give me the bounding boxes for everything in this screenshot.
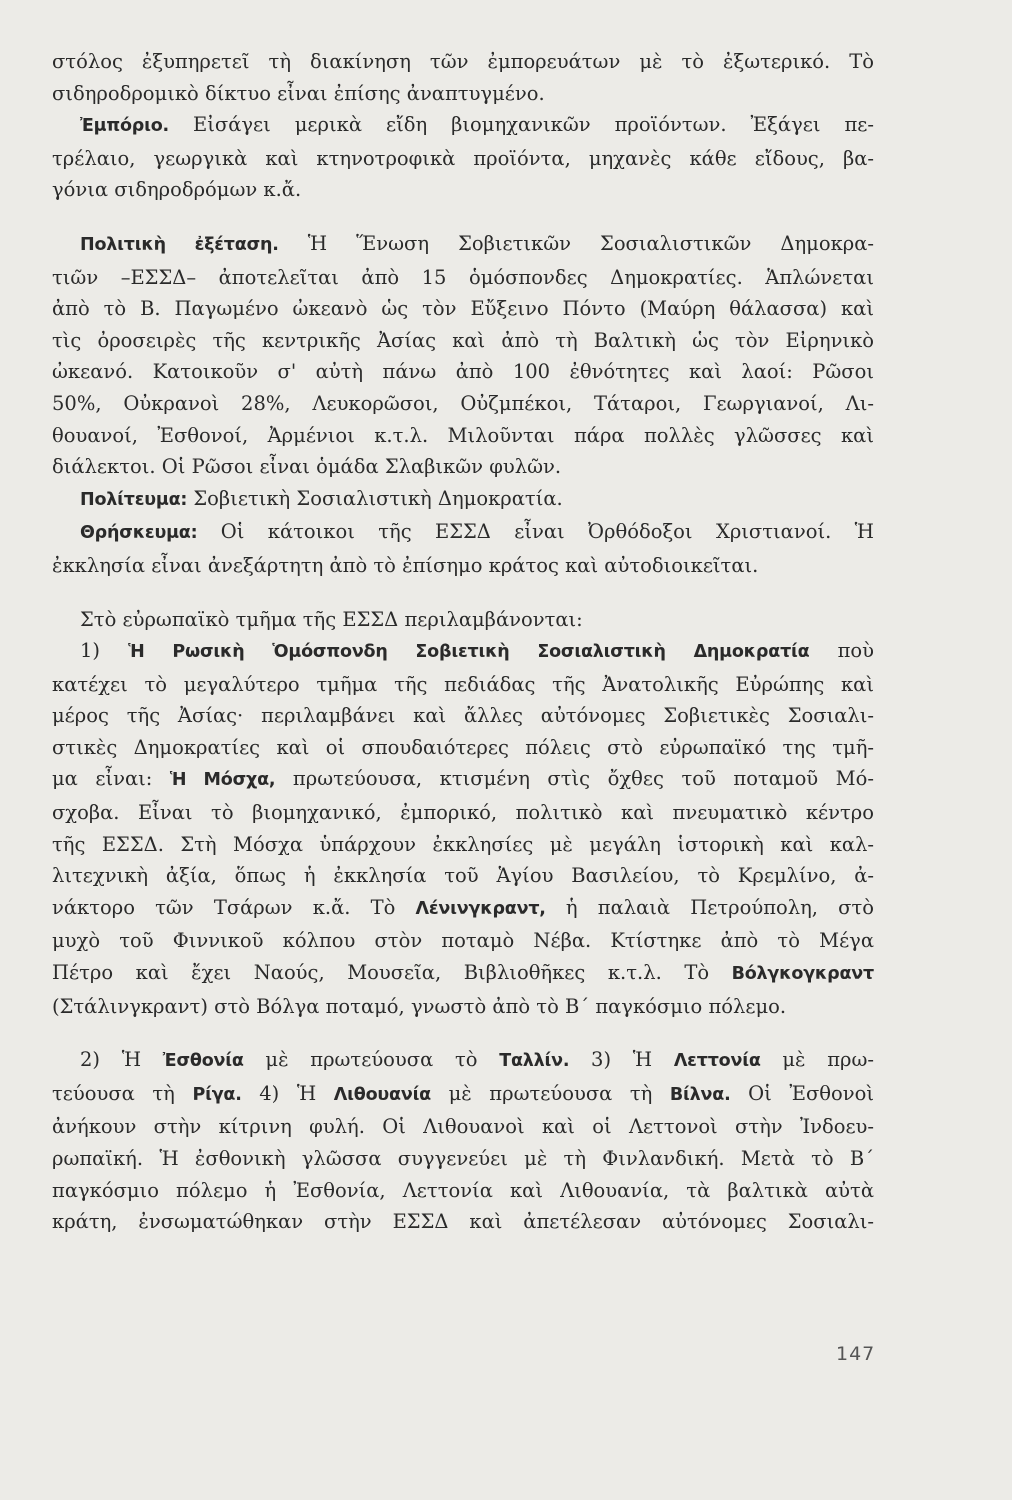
paragraph-religion (52, 516, 874, 581)
text-span: νάκτορο τῶν Τσάρων κ.ἄ. Τὸ (52, 895, 416, 919)
text-line (52, 483, 874, 517)
paragraph-political (52, 228, 874, 483)
bold-term-tallinn: Ταλλίν. (499, 1051, 570, 1072)
section-heading-religion: Θρήσκευμα: (80, 523, 198, 544)
text-line (52, 1078, 874, 1112)
text-span: 1) (80, 639, 129, 663)
text-span: μὲ πρωτεύουσα τὸ (243, 1048, 500, 1072)
text-line: παγκόσμιο πόλεμο ἡ Ἐσθονία, Λεττονία καὶ Λιθουανία, τὰ βαλτικὰ αὐτὰ (52, 1178, 874, 1202)
text-line: στικὲς Δημοκρατίες καὶ οἱ σπουδαιότερες πόλεις στὸ εὐρωπαϊκό της τμῆ- (52, 735, 874, 759)
text-line: λιτεχνικὴ ἀξία, ὅπως ἡ ἐκκλησία τοῦ Ἁγίου Βασιλείου, τὸ Κρεμλίνο, ἀ- (52, 864, 874, 888)
text-line: ὠκεανό. Κατοικοῦν σ' αὐτὴ πάνω ἀπὸ 100 ἐθνότητες καὶ λαοί: Ρῶσοι (52, 360, 874, 384)
text-span: Οἱ Ἐσθονοὶ (730, 1081, 874, 1105)
text-span: μὲ πρω- (760, 1048, 874, 1072)
text-line: 50%, Οὐκρανοὶ 28%, Λευκορῶσοι, Οὐζμπέκοι, Τάταροι, Γεωργιανοί, Λι- (52, 391, 874, 415)
text-line (52, 763, 874, 797)
text-line: τρέλαιο, γεωργικὰ καὶ κτηνοτροφικὰ προϊόντα, μηχανὲς κάθε εἴδους, βα- (52, 146, 874, 170)
text-span: ποὺ (809, 639, 874, 663)
text-line: Στὸ εὐρωπαϊκὸ τμῆμα τῆς ΕΣΣΔ περιλαμβάνονται: (80, 607, 583, 631)
bold-term-vilnius: Βίλνα. (669, 1084, 731, 1105)
bold-term-moscow: Ἡ Μόσχα, (169, 770, 276, 791)
text-line (52, 892, 874, 926)
paragraph-russian-sfsr (52, 635, 874, 1022)
section-heading-polity: Πολίτευμα: (80, 489, 188, 510)
text-line: στόλος ἐξυπηρετεῖ τὴ διακίνηση τῶν ἐμπορευάτων μὲ τὸ ἐξωτερικό. Τὸ (52, 50, 874, 73)
text-line (52, 516, 874, 550)
text-span: μὲ πρωτεύουσα τὴ (431, 1081, 670, 1105)
text-span: Πέτρο καὶ ἔχει Ναούς, Μουσεῖα, Βιβλιοθῆκες κ.τ.λ. Τὸ (52, 961, 732, 985)
text-line: ἐκκλησία εἶναι ἀνεξάρτητη ἀπὸ τὸ ἐπίσημο κράτος καὶ αὐτοδιοικεῖται. (52, 553, 759, 577)
text-line: μέρος τῆς Ἀσίας· περιλαμβάνει καὶ ἄλλες αὐτόνομες Σοβιετικὲς Σοσιαλι- (52, 704, 874, 728)
text-span: 2) Ἡ (80, 1048, 163, 1072)
text-line: ἀπὸ τὸ Β. Παγωμένο ὠκεανὸ ὡς τὸν Εὔξεινο Πόντο (Μαύρη θάλασσα) καὶ (52, 297, 874, 321)
section-heading-political: Πολιτικὴ ἐξέταση. (80, 234, 279, 255)
text-span: τεύουσα τὴ (52, 1081, 193, 1105)
text-line: τὶς ὀροσειρὲς τῆς κεντρικῆς Ἀσίας καὶ ἀπὸ τὴ Βαλτικὴ ὡς τὸν Εἰρηνικὸ (52, 328, 874, 352)
text-span: ἡ παλαιὰ Πετρούπολη, στὸ (545, 895, 874, 919)
text-line: σιδηροδρομικὸ δίκτυο εἶναι ἐπίσης ἀναπτυγμένο. (52, 81, 545, 105)
bold-term-lithuania: Λιθουανία (333, 1084, 432, 1105)
text-line: ρωπαϊκή. Ἡ ἐσθονικὴ γλῶσσα συγγενεύει μὲ τὴ Φινλανδική. Μετὰ τὸ Β΄ (52, 1147, 874, 1170)
text-line (52, 957, 874, 991)
bold-term-riga: Ρίγα. (192, 1084, 242, 1105)
paragraph-transport (52, 46, 874, 109)
text-span: Ἡ Ἕνωση Σοβιετικῶν Σοσιαλιστικῶν Δημοκρα- (278, 231, 874, 255)
text-span: Εἰσάγει μερικὰ εἴδη βιομηχανικῶν προϊόντων. Ἐξάγει πε- (169, 113, 874, 137)
text-line (52, 1044, 874, 1078)
text-line: ἀνήκουν στὴν κίτρινη φυλή. Οἱ Λιθουανοὶ καὶ οἱ Λεττονοὶ στὴν Ἰνδοευ- (52, 1115, 874, 1139)
bold-term-leningrad: Λένινγκραντ, (415, 898, 546, 919)
bold-term-rsfsr: Ἡ Ρωσικὴ Ὁμόσπονδη Σοβιετικὴ Σοσιαλιστικὴ Δημοκρατία (128, 642, 810, 663)
bold-term-latvia: Λεττονία (673, 1051, 761, 1072)
paragraph-trade (52, 109, 874, 206)
text-line: σχοβα. Εἶναι τὸ βιομηχανικό, ἐμπορικό, πολιτικὸ καὶ πνευματικὸ κέντρο (52, 801, 874, 825)
paragraph-polity (52, 483, 874, 517)
text-line: διάλεκτοι. Οἱ Ρῶσοι εἶναι ὁμάδα Σλαβικῶν φυλῶν. (52, 455, 562, 479)
text-line: μυχὸ τοῦ Φιννικοῦ κόλπου στὸν ποταμὸ Νέβα. Κτίστηκε ἀπὸ τὸ Μέγα (52, 929, 874, 953)
text-span: πρωτεύουσα, κτισμένη στὶς ὄχθες τοῦ ποταμοῦ Μό- (275, 767, 874, 791)
text-span: Οἱ κάτοικοι τῆς ΕΣΣΔ εἶναι Ὀρθόδοξοι Χριστιανοί. Ἡ (197, 520, 874, 544)
page-body (52, 46, 874, 1238)
page-number: 147 (836, 1343, 876, 1365)
text-line: γόνια σιδηροδρόμων κ.ἄ. (52, 178, 302, 202)
text-line: θουανοί, Ἐσθονοί, Ἀρμένιοι κ.τ.λ. Μιλοῦνται πάρα πολλὲς γλῶσσες καὶ (52, 423, 874, 447)
text-line: τῆς ΕΣΣΔ. Στὴ Μόσχα ὑπάρχουν ἐκκλησίες μὲ μεγάλη ἱστορικὴ καὶ καλ- (52, 832, 874, 856)
text-line (52, 109, 874, 143)
text-line (52, 635, 874, 669)
bold-term-estonia: Ἐσθονία (162, 1051, 244, 1072)
text-span: μα εἶναι: (52, 767, 170, 791)
text-line: (Στάλινγκραντ) στὸ Βόλγα ποταμό, γνωστὸ ἀπὸ τὸ Β΄ παγκόσμιο πόλεμο. (52, 994, 787, 1018)
text-span: Σοβιετικὴ Σοσιαλιστικὴ Δημοκρατία. (187, 486, 563, 510)
text-line: κράτη, ἐνσωματώθηκαν στὴν ΕΣΣΔ καὶ ἀπετέλεσαν αὐτόνομες Σοσιαλι- (52, 1210, 874, 1234)
text-span: 4) Ἡ (241, 1081, 334, 1105)
text-line (52, 228, 874, 262)
text-line: κατέχει τὸ μεγαλύτερο τμῆμα τῆς πεδιάδας τῆς Ἀνατολικῆς Εὐρώπης καὶ (52, 672, 874, 696)
paragraph-baltic-states (52, 1044, 874, 1238)
bold-term-volgograd: Βόλγκογκραντ (731, 964, 874, 985)
section-heading-trade: Ἐμπόριο. (80, 116, 170, 137)
text-span: 3) Ἡ (569, 1048, 674, 1072)
text-line: τιῶν –ΕΣΣΔ– ἀποτελεῖται ἀπὸ 15 ὁμόσπονδες Δημοκρατίες. Ἁπλώνεται (52, 265, 874, 289)
paragraph-european-part (52, 604, 874, 636)
